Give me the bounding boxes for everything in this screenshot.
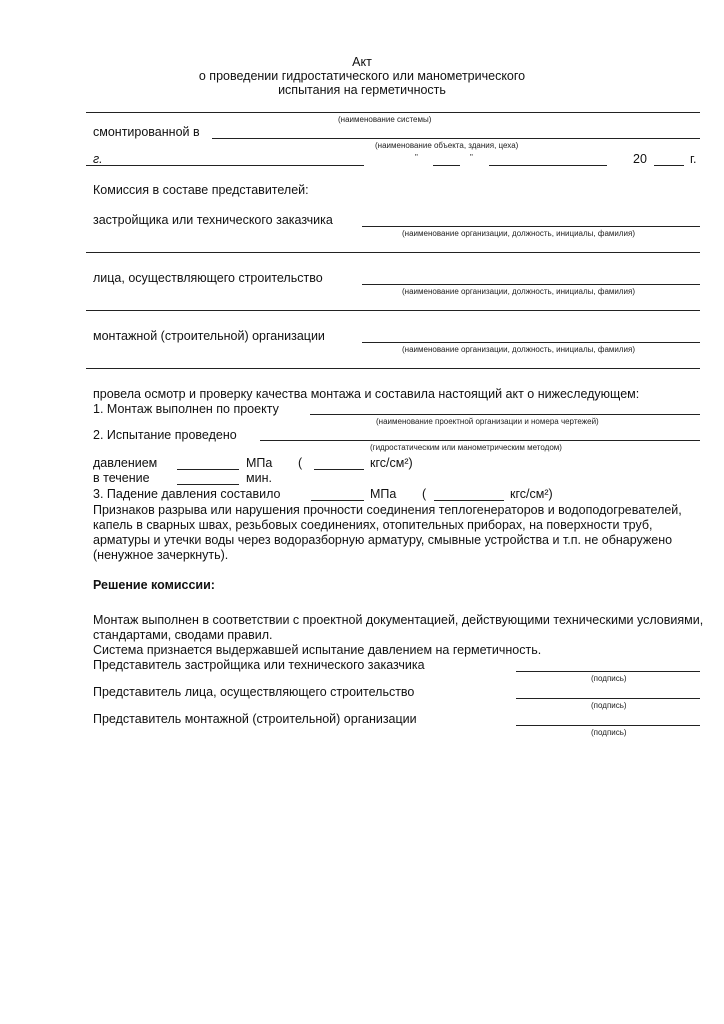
- rep-developer-signature-field[interactable]: [516, 671, 700, 672]
- year-prefix: 20: [633, 152, 647, 166]
- developer-field-continued[interactable]: [86, 252, 700, 253]
- commission-intro: Комиссия в составе представителей:: [93, 183, 309, 197]
- installer-label: монтажной (строительной) организации: [93, 329, 325, 343]
- builder-label: лица, осуществляющего строительство: [93, 271, 323, 285]
- pressure-drop-kgf-field[interactable]: [434, 500, 504, 501]
- decision-heading: Решение комиссии:: [93, 578, 215, 592]
- installer-field-continued[interactable]: [86, 368, 700, 369]
- decision-line-2: стандартами, сводами правил.: [93, 628, 273, 642]
- project-field[interactable]: [310, 414, 700, 415]
- installer-caption: (наименование организации, должность, инициалы, фамилия): [402, 345, 635, 354]
- rep-installer-label: Представитель монтажной (строительной) организации: [93, 712, 417, 726]
- developer-label: застройщика или технического заказчика: [93, 213, 333, 227]
- signs-line-3: арматуры и утечки воды через водоразборную арматуру, смывные устройства и т.п. не обнаружено: [93, 533, 673, 547]
- city-label: г.: [93, 152, 103, 166]
- rep-installer-signature-caption: (подпись): [591, 728, 627, 737]
- day-quote-open: ": [415, 153, 418, 162]
- installer-field[interactable]: [362, 342, 700, 343]
- object-name-caption: (наименование объекта, здания, цеха): [375, 141, 519, 150]
- pressure-paren-open: (: [298, 456, 303, 470]
- rep-builder-label: Представитель лица, осуществляющего строительство: [93, 685, 415, 699]
- signs-line-2: капель в сварных швах, резьбовых соединениях, отопительных приборах, на поверхности труб,: [93, 518, 653, 532]
- pressure-mpa-field[interactable]: [177, 469, 239, 470]
- test-method-field[interactable]: [260, 440, 700, 441]
- inspection-intro: провела осмотр и проверку качества монтажа и составила настоящий акт о нижеследующем:: [93, 387, 640, 401]
- duration-field[interactable]: [177, 484, 239, 485]
- document-title-line2: о проведении гидростатического или манометрического: [198, 69, 526, 83]
- object-name-field[interactable]: [212, 138, 700, 139]
- document-title-line1: Акт: [352, 55, 372, 69]
- builder-field-continued[interactable]: [86, 310, 700, 311]
- pressure-drop-mpa-field[interactable]: [311, 500, 364, 501]
- duration-label: в течение: [93, 471, 150, 485]
- builder-caption: (наименование организации, должность, инициалы, фамилия): [402, 287, 635, 296]
- document-title-line3: испытания на герметичность: [278, 83, 446, 97]
- rep-developer-signature-caption: (подпись): [591, 674, 627, 683]
- signs-line-1: Признаков разрыва или нарушения прочности соединения теплогенераторов и водоподогревателей,: [93, 503, 682, 517]
- item1-label: 1. Монтаж выполнен по проекту: [93, 402, 279, 416]
- year-field[interactable]: [654, 165, 684, 166]
- test-method-caption: (гидростатическим или манометрическим методом): [370, 443, 562, 452]
- signs-line-4: (ненужное зачеркнуть).: [93, 548, 229, 562]
- pressure-label: давлением: [93, 456, 158, 470]
- rep-builder-signature-caption: (подпись): [591, 701, 627, 710]
- duration-min-unit: мин.: [246, 471, 272, 485]
- developer-caption: (наименование организации, должность, инициалы, фамилия): [402, 229, 635, 238]
- developer-field[interactable]: [362, 226, 700, 227]
- city-field[interactable]: [86, 165, 364, 166]
- mounted-in-label: смонтированной в: [93, 125, 200, 139]
- pressure-mpa-unit: МПа: [246, 456, 273, 470]
- pressure-drop-paren-open: (: [422, 487, 427, 501]
- year-suffix: г.: [690, 152, 697, 166]
- day-field[interactable]: [433, 165, 460, 166]
- pressure-drop-kgf-unit: кгс/см²): [510, 487, 553, 501]
- project-caption: (наименование проектной организации и номера чертежей): [376, 417, 599, 426]
- day-quote-close: ": [470, 153, 473, 162]
- pressure-kgf-unit: кгс/см²): [370, 456, 413, 470]
- pressure-drop-mpa-unit: МПа: [370, 487, 397, 501]
- builder-field[interactable]: [362, 284, 700, 285]
- rep-developer-label: Представитель застройщика или технического заказчика: [93, 658, 425, 672]
- item3-label: 3. Падение давления составило: [93, 487, 281, 501]
- system-name-field[interactable]: [86, 112, 700, 113]
- month-field[interactable]: [489, 165, 607, 166]
- decision-line-1: Монтаж выполнен в соответствии с проектной документацией, действующими техническими условиями,: [93, 613, 704, 627]
- decision-line-3: Система признается выдержавшей испытание давлением на герметичность.: [93, 643, 542, 657]
- item2-label: 2. Испытание проведено: [93, 428, 237, 442]
- rep-builder-signature-field[interactable]: [516, 698, 700, 699]
- rep-installer-signature-field[interactable]: [516, 725, 700, 726]
- pressure-kgf-field[interactable]: [314, 469, 364, 470]
- system-name-caption: (наименование системы): [338, 115, 432, 124]
